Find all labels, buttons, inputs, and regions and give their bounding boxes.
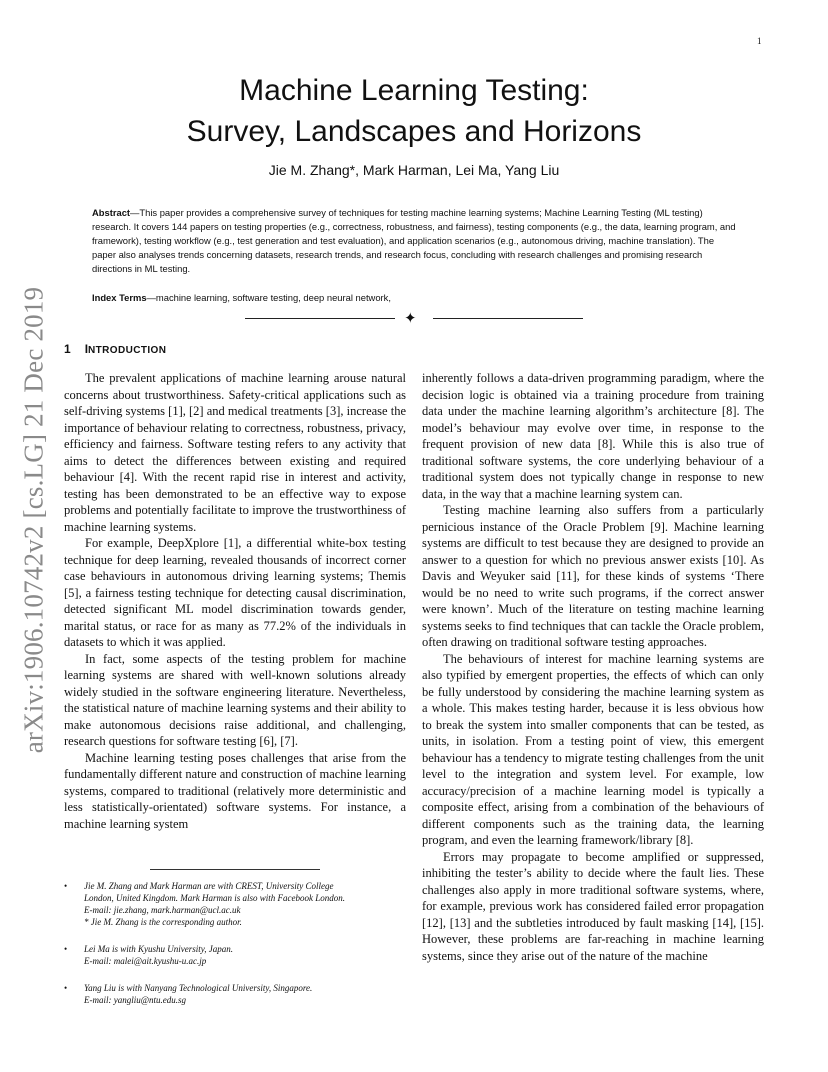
separator-line-right <box>433 318 583 319</box>
section-title-initial: I <box>84 342 89 356</box>
paragraph: For example, DeepXplore [1], a differential white-box testing technique for deep learning, revealed thousands of incorrect corner case behaviours in autonomous driving learning systems; Themis [5], a fairness testing technique for detecting causal discrimination, detected significant ML model discrimination towards gender, marital status, or race for as many as 77.2% of the individuals in datasets to which it was applied. <box>64 536 406 649</box>
paragraph: inherently follows a data-driven programming paradigm, where the decision logic is obtained via a training procedure from training data under the machine learning algorithm’s architecture [8]. The model’s behaviour may evolve over time, in response to the frequent provision of new data [8]. While this is also true of traditional software systems, the core underlying behaviour of a traditional system does not typically change in response to new data, in the way that a machine learning system can. <box>422 371 764 501</box>
paragraph: Machine learning testing poses challenges that arise from the fundamentally different nature and construction of machine learning systems, compared to traditional (relatively more deterministic and less statistically-orientated) software systems. For instance, a machine learning system <box>64 750 406 831</box>
page-number: 1 <box>757 36 762 46</box>
footnote-line: E-mail: jie.zhang, mark.harman@ucl.ac.uk <box>84 905 241 915</box>
footnote-line: E-mail: yangliu@ntu.edu.sg <box>84 995 187 1005</box>
section-title-rest: NTRODUCTION <box>88 345 167 356</box>
paragraph: The behaviours of interest for machine learning systems are also typified by emergent properties, the effects of which can only be fully understood by considering the machine learning system as a whole. This makes testing harder, because it is less obvious how to break the system into smaller components that can be tested, as units, in isolation. From a testing point of view, this emergent behaviour has a tendency to migrate testing challenges from the unit level to the integration and system level. For example, low accuracy/precision of a machine learning model is typically a composite effect, arising from a combination of the behaviours of different components such as the training data, the learning program, and even the learning framework/library [8]. <box>422 651 764 847</box>
section-number: 1 <box>64 342 71 356</box>
paragraph: Errors may propagate to become amplified or suppressed, inhibiting the tester’s ability to decide where the fault lies. These challenges also apply in more traditional software systems, where, for example, previous work has considered failed error propagation [12], [13] and the subtleties introduced by fault masking [14], [15]. However, these problems are far-reaching in machine learning systems, since they arise out of the nature of the machine <box>422 849 764 963</box>
abstract-label: Abstract <box>92 207 131 218</box>
footnote-line: Jie M. Zhang and Mark Harman are with CREST, University College <box>84 881 334 891</box>
section-separator <box>245 309 583 327</box>
abstract-text: —This paper provides a comprehensive survey of techniques for testing machine learning systems; Machine Learning Testing (ML testing) research. It covers 144 papers on testing properties (e.g., correctness, robustness, and fairness), testing components (e.g., the data, learning program, and framework), testing workflow (e.g., test generation and test evaluation), and application scenarios (e.g., autonomous driving, machine translation). The paper also analyses trends concerning datasets, research trends, and research focus, concluding with research challenges and promising research directions in ML testing. <box>92 207 736 274</box>
paper-title-line-1: Machine Learning Testing: <box>239 74 589 107</box>
footnote-line: E-mail: malei@ait.kyushu-u.ac.jp <box>84 956 207 966</box>
index-terms-label: Index Terms <box>92 292 147 303</box>
footnote-rule <box>150 869 320 870</box>
author-list: Jie M. Zhang*, Mark Harman, Lei Ma, Yang Liu <box>268 162 560 178</box>
footnote-line: * Jie M. Zhang is the corresponding author. <box>84 917 242 927</box>
section-heading <box>64 342 166 356</box>
bullet-icon: • <box>64 881 68 891</box>
left-column <box>64 370 406 832</box>
paragraph: The prevalent applications of machine learning arouse natural concerns about trustworthiness. Safety-critical applications such as self-driving systems [1], [2] and medical treatments [3], increase the importance of behaviour relating to correctness, robustness, privacy, efficiency and fairness. Software testing refers to any activity that aims to detect the differences between existing and required behaviour [4]. With the recent rapid rise in interest and activity, testing has been demonstrated to be an effective way to expose problems and potentially facilitate to improve the trustworthiness of machine learning systems. <box>64 371 406 534</box>
footnote-item <box>64 943 414 967</box>
paragraph: In fact, some aspects of the testing problem for machine learning systems are shared with well-known solutions already widely studied in the software engineering literature. Nevertheless, the statistical nature of machine learning systems and their ability to make autonomous decisions raise additional, and challenging, research questions for software testing [6], [7]. <box>64 651 406 748</box>
index-terms <box>92 291 738 305</box>
index-terms-text: —machine learning, software testing, deep neural network, <box>146 292 391 303</box>
paragraph: Testing machine learning also suffers from a particularly pernicious instance of the Oracle Problem [9]. Machine learning systems are difficult to test because they are designed to provide an answer to a question for which no previous answer exists [10]. As Davis and Weyuker said [11], for these kinds of systems ‘There would be no need to write such programs, if the correct answer were known’. Much of the literature on testing machine learning systems seeks to find techniques that can tackle the Oracle problem, often drawing on traditional software testing approaches. <box>422 503 764 649</box>
abstract <box>92 206 738 276</box>
author-affiliation-footnotes <box>64 880 414 1021</box>
separator-line-left <box>245 318 395 319</box>
footnote-item <box>64 880 414 928</box>
separator-star-icon: ✦ <box>404 309 417 327</box>
paper-title-line-2: Survey, Landscapes and Horizons <box>186 115 642 148</box>
right-column <box>422 370 764 964</box>
arxiv-identifier: arXiv:1906.10742v2 [cs.LG] 21 Dec 2019 <box>18 286 49 754</box>
paper-title <box>0 70 828 152</box>
footnote-line: Yang Liu is with Nanyang Technological University, Singapore. <box>84 983 313 993</box>
footnote-line: Lei Ma is with Kyushu University, Japan. <box>84 944 233 954</box>
footnote-line: London, United Kingdom. Mark Harman is also with Facebook London. <box>84 893 345 903</box>
footnote-item <box>64 982 414 1006</box>
bullet-icon: • <box>64 983 68 993</box>
bullet-icon: • <box>64 944 68 954</box>
